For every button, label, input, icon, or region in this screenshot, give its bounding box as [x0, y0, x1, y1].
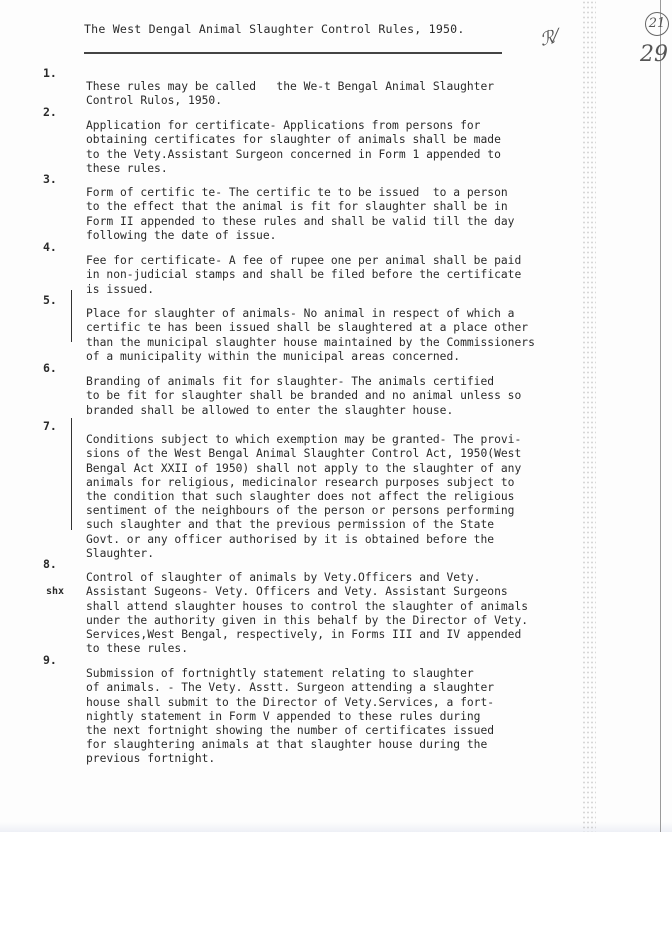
text-line: than the municipal slaughter house maintained by the Commissioners [86, 335, 535, 349]
text-line: previous fortnight. [86, 752, 216, 766]
text-line: obtaining certificates for slaughter of animals shall be made [86, 133, 501, 147]
handwritten-page-number: 29 [640, 42, 668, 67]
rule-4-text [86, 240, 586, 297]
rule-2-text [86, 105, 586, 176]
text-line: for slaughtering animals at that slaughter house during the [86, 738, 488, 752]
rule-3-text [86, 172, 586, 243]
text-line: the next fortnight showing the number of certificates issued [86, 724, 495, 738]
text-line: Submission of fortnightly statement relating to slaughter [86, 667, 474, 681]
text-line: Control Rulos, 1950. [86, 94, 223, 108]
text-line: of animals. - The Vety. Asstt. Surgeon attending a slaughter [86, 681, 495, 695]
rule-5-text [86, 293, 586, 364]
text-line: house shall submit to the Director of Vety.Services, a fort- [86, 695, 495, 709]
rule-3-number: 3. [43, 172, 57, 186]
rule-9-number: 9. [43, 653, 57, 667]
text-line: in non-judicial stamps and shall be filed before the certificate [86, 268, 522, 282]
text-line: These rules may be called the We-t Bengal Animal Slaughter [86, 80, 495, 94]
text-line: Application for certificate- Applications from persons for [86, 119, 481, 133]
text-line: branded shall be allowed to enter the slaughter house. [86, 403, 454, 417]
rule-4-number: 4. [43, 240, 57, 254]
text-line: shall attend slaughter houses to control the slaughter of animals [86, 599, 529, 613]
margin-bar [71, 290, 72, 342]
page-right-edge [660, 0, 661, 832]
text-line: nightly statement in Form V appended to these rules during [86, 709, 481, 723]
circled-number: 21 [645, 12, 669, 36]
page-bottom-edge [0, 822, 672, 832]
handwritten-signature: ℛ⁄ [537, 26, 560, 51]
text-line: such slaughter and that the previous permission of the State [86, 518, 495, 532]
text-line: Slaughter. [86, 546, 155, 560]
rule-7-text [86, 419, 586, 561]
rule-6-number: 6. [43, 361, 57, 375]
document-title: The West Dengal Animal Slaughter Control Rules, 1950. [84, 22, 465, 36]
rule-2-number: 2. [43, 105, 57, 119]
text-line: certific te has been issued shall be slaughtered at a place other [86, 321, 529, 335]
text-line: to the effect that the animal is fit for slaughter shall be in [86, 200, 508, 214]
text-line: to the Vety.Assistant Surgeon concerned in Form 1 appended to [86, 147, 501, 161]
text-line: Place for slaughter of animals- No animal in respect of which a [86, 307, 515, 321]
text-line: to these rules. [86, 642, 189, 656]
title-underline [84, 52, 502, 54]
text-line: under the authority given in this behalf by the Director of Vety. [86, 613, 529, 627]
text-line: Form II appended to these rules and shall be valid till the day [86, 214, 515, 228]
margin-note: shx [46, 586, 65, 597]
margin-bar [71, 418, 72, 530]
text-line: Bengal Act XXII of 1950) shall not apply to the slaughter of any [86, 461, 522, 475]
text-line: following the date of issue. [86, 228, 277, 242]
text-line: Assistant Sugeons- Vety. Officers and Vety. Assistant Surgeons [86, 585, 508, 599]
rule-8-text [86, 557, 586, 656]
text-line: animals for religious, medicinalor research purposes subject to [86, 475, 515, 489]
text-line: Govt. or any officer authorised by it is obtained before the [86, 532, 495, 546]
text-line: the condition that such slaughter does not affect the religious [86, 490, 515, 504]
text-line: Form of certific te- The certific te to be issued to a person [86, 186, 508, 200]
text-line: these rules. [86, 161, 168, 175]
text-line: Fee for certificate- A fee of rupee one per animal shall be paid [86, 254, 522, 268]
text-line: is issued. [86, 282, 155, 296]
text-line: sions of the West Bengal Animal Slaughter Control Act, 1950(West [86, 447, 522, 461]
rule-7-number: 7. [43, 419, 57, 433]
rule-5-number: 5. [43, 293, 57, 307]
rule-1-number: 1. [43, 66, 57, 80]
rule-8-number: 8. [43, 557, 57, 571]
text-line: Control of slaughter of animals by Vety.Officers and Vety. [86, 571, 481, 585]
text-line: Branding of animals fit for slaughter- The animals certified [86, 375, 495, 389]
text-line: Conditions subject to which exemption may be granted- The provi- [86, 433, 522, 447]
text-line: Services,West Bengal, respectively, in Forms III and IV appended [86, 628, 522, 642]
text-line: sentiment of the neighbours of the person or persons performing [86, 504, 515, 518]
text-line: to be fit for slaughter shall be branded and no animal unless so [86, 389, 522, 403]
rule-1-text [86, 66, 586, 109]
rule-6-text [86, 361, 586, 418]
rule-9-text [86, 653, 586, 767]
text-line: of a municipality within the municipal areas concerned. [86, 349, 461, 363]
